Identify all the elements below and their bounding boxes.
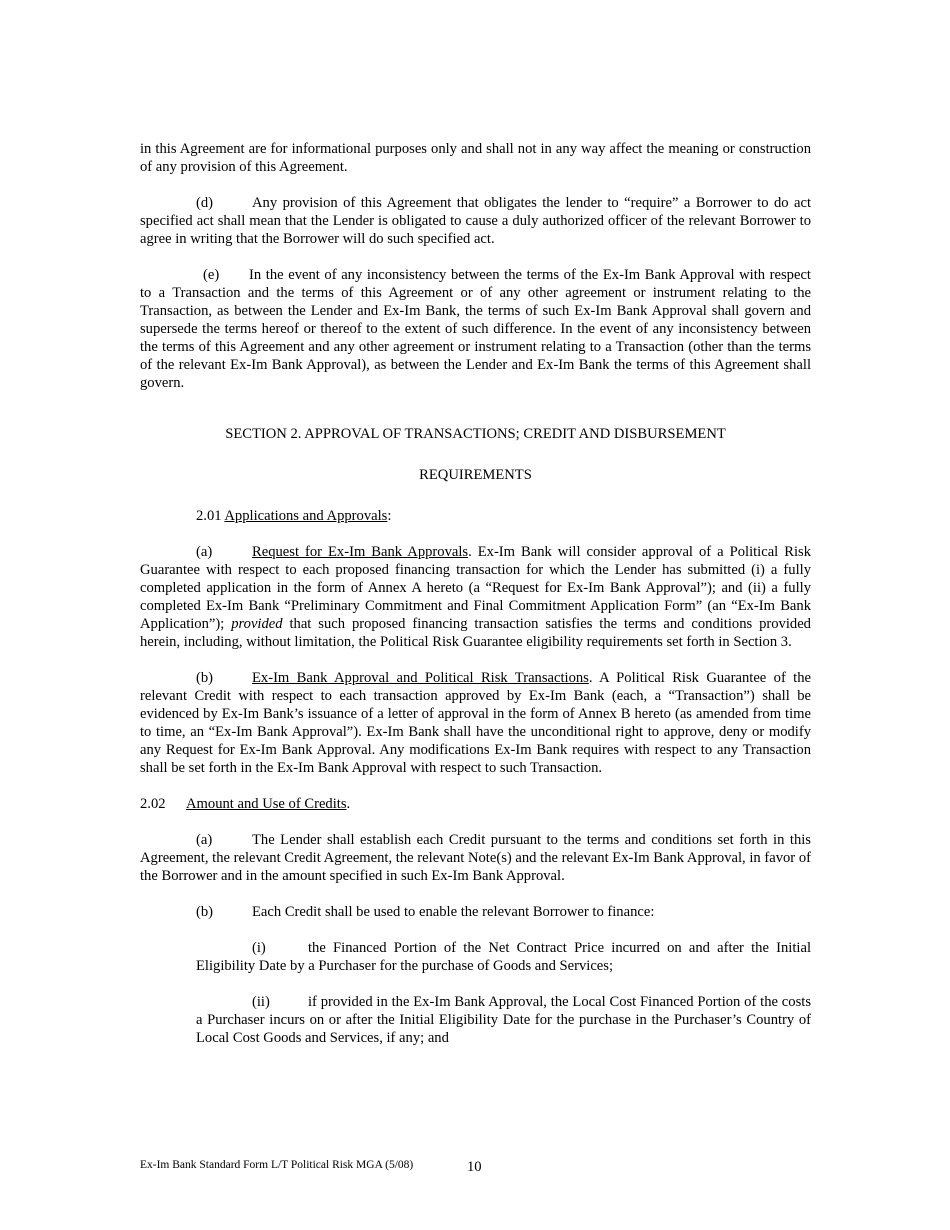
paragraph-e-text: In the event of any inconsistency between the terms of the Ex-Im Bank Approval with respect to a Transaction and the terms of this Agreement or of any other agreement or instrument relating to the Transaction, as between the Lender and Ex-Im Bank, the terms of such Ex-Im Bank Approval shall govern and supersede the terms hereof or thereof to the extent of such difference. In the event of any inconsistency between the terms of this Agreement and any other agreement or instrument relating to a Transaction (other than the terms of the relevant Ex-Im Bank Approval), as between the Lender and Ex-Im Bank the terms of this Agreement shall govern. bbox=[140, 267, 811, 391]
subsection-2-01-heading bbox=[140, 507, 811, 525]
paragraph-2-02-b-ii-text: if provided in the Ex-Im Bank Approval, the Local Cost Financed Portion of the costs a Purchaser incurs on or after the Initial Eligibility Date for the purchase in the Purchaser’s Country of Local Cost Goods and Services, if any; and bbox=[196, 994, 811, 1046]
footer-form-label: Ex-Im Bank Standard Form L/T Political Risk MGA (5/08) bbox=[140, 1159, 414, 1171]
paragraph-2-02-b-i-text: the Financed Portion of the Net Contract Price incurred on and after the Initial Eligibility Date by a Purchaser for the purchase of Goods and Services; bbox=[196, 940, 811, 974]
intro-paragraph: in this Agreement are for informational purposes only and shall not in any way affect the meaning or construction of any provision of this Agreement. bbox=[140, 141, 811, 175]
page-number: 10 bbox=[467, 1159, 482, 1175]
paragraph-2-01-b-text: . A Political Risk Guarantee of the relevant Credit with respect to each transaction approved by Ex-Im Bank (each, a “Transaction”) shall be evidenced by Ex-Im Bank’s issuance of a letter of approval in the form of Annex B hereto (as amended from time to time, an “Ex-Im Bank Approval”). Ex-Im Bank shall have the unconditional right to approve, deny or modify any Request for Ex-Im Bank Approval. Any modifications Ex-Im Bank requires with respect to any Transaction shall be set forth in the Ex-Im Bank Approval with respect to such Transaction. bbox=[140, 670, 811, 776]
subsection-2-01-punct: : bbox=[387, 508, 392, 524]
subsection-2-01-number: 2.01 bbox=[196, 508, 222, 524]
paragraph-d-text: Any provision of this Agreement that obligates the lender to “require” a Borrower to do act specified act shall mean that the Lender is obligated to cause a duly authorized officer of the relevant Borrower to agree in writing that the Borrower will do such specified act. bbox=[140, 195, 811, 247]
paragraph-2-02-b-label: (b) bbox=[196, 904, 214, 920]
paragraph-2-02-b-text: Each Credit shall be used to enable the relevant Borrower to finance: bbox=[252, 904, 655, 920]
paragraph-2-02-b-ii bbox=[196, 993, 811, 1047]
subsection-2-02-title: Amount and Use of Credits bbox=[186, 796, 347, 812]
paragraph-2-02-a-text: The Lender shall establish each Credit pursuant to the terms and conditions set forth in this Agreement, the relevant Credit Agreement, the relevant Note(s) and the relevant Ex-Im Bank Approval, in favor of the Borrower and in the amount specified in such Ex-Im Bank Approval. bbox=[140, 832, 811, 884]
document-body bbox=[140, 140, 811, 1065]
paragraph-d bbox=[140, 194, 811, 248]
paragraph-2-01-a-label: (a) bbox=[196, 544, 213, 560]
paragraph-2-02-a bbox=[140, 831, 811, 885]
paragraph-2-02-a-label: (a) bbox=[196, 832, 213, 848]
subsection-2-02-number: 2.02 bbox=[140, 796, 166, 812]
paragraph-2-01-a-text2: that such proposed financing transaction satisfies the terms and conditions provided herein, including, without limitation, the Political Risk Guarantee eligibility requirements set forth in Section 3. bbox=[140, 616, 811, 650]
paragraph-d-label: (d) bbox=[196, 195, 214, 211]
paragraph-2-01-a-text1: . Ex-Im Bank will consider approval of a Political Risk Guarantee with respect to each proposed financing transaction for which the Lender has submitted (i) a fully completed application in the form of Annex A hereto (a “Request for Ex-Im Bank Approval”); and (ii) a fully completed Ex-Im Bank “Preliminary Commitment and Final Commitment Application Form” (an “Ex-Im Bank Application”); bbox=[140, 544, 811, 632]
subsection-2-01-title: Applications and Approvals bbox=[224, 508, 388, 524]
paragraph-2-02-b-i-label: (i) bbox=[252, 940, 266, 956]
paragraph-2-01-b-label: (b) bbox=[196, 670, 214, 686]
paragraph-2-02-b-i bbox=[196, 939, 811, 975]
section-heading-line1: SECTION 2. APPROVAL OF TRANSACTIONS; CREDIT AND DISBURSEMENT bbox=[225, 426, 726, 442]
section-heading-line2: REQUIREMENTS bbox=[419, 467, 532, 483]
paragraph-2-01-b-title: Ex-Im Bank Approval and Political Risk Transactions bbox=[252, 670, 589, 686]
paragraph-2-01-a bbox=[140, 543, 811, 651]
subsection-2-02-punct: . bbox=[346, 796, 351, 812]
paragraph-2-01-a-italic: provided bbox=[231, 616, 283, 632]
paragraph-2-02-b bbox=[140, 903, 811, 921]
paragraph-2-01-a-title: Request for Ex-Im Bank Approvals bbox=[252, 544, 469, 560]
paragraph-e bbox=[140, 266, 811, 392]
subsection-2-02-heading bbox=[140, 795, 811, 813]
paragraph-2-02-b-ii-label: (ii) bbox=[252, 994, 270, 1010]
paragraph-e-label: (e) bbox=[203, 267, 220, 283]
paragraph-2-01-b bbox=[140, 669, 811, 777]
